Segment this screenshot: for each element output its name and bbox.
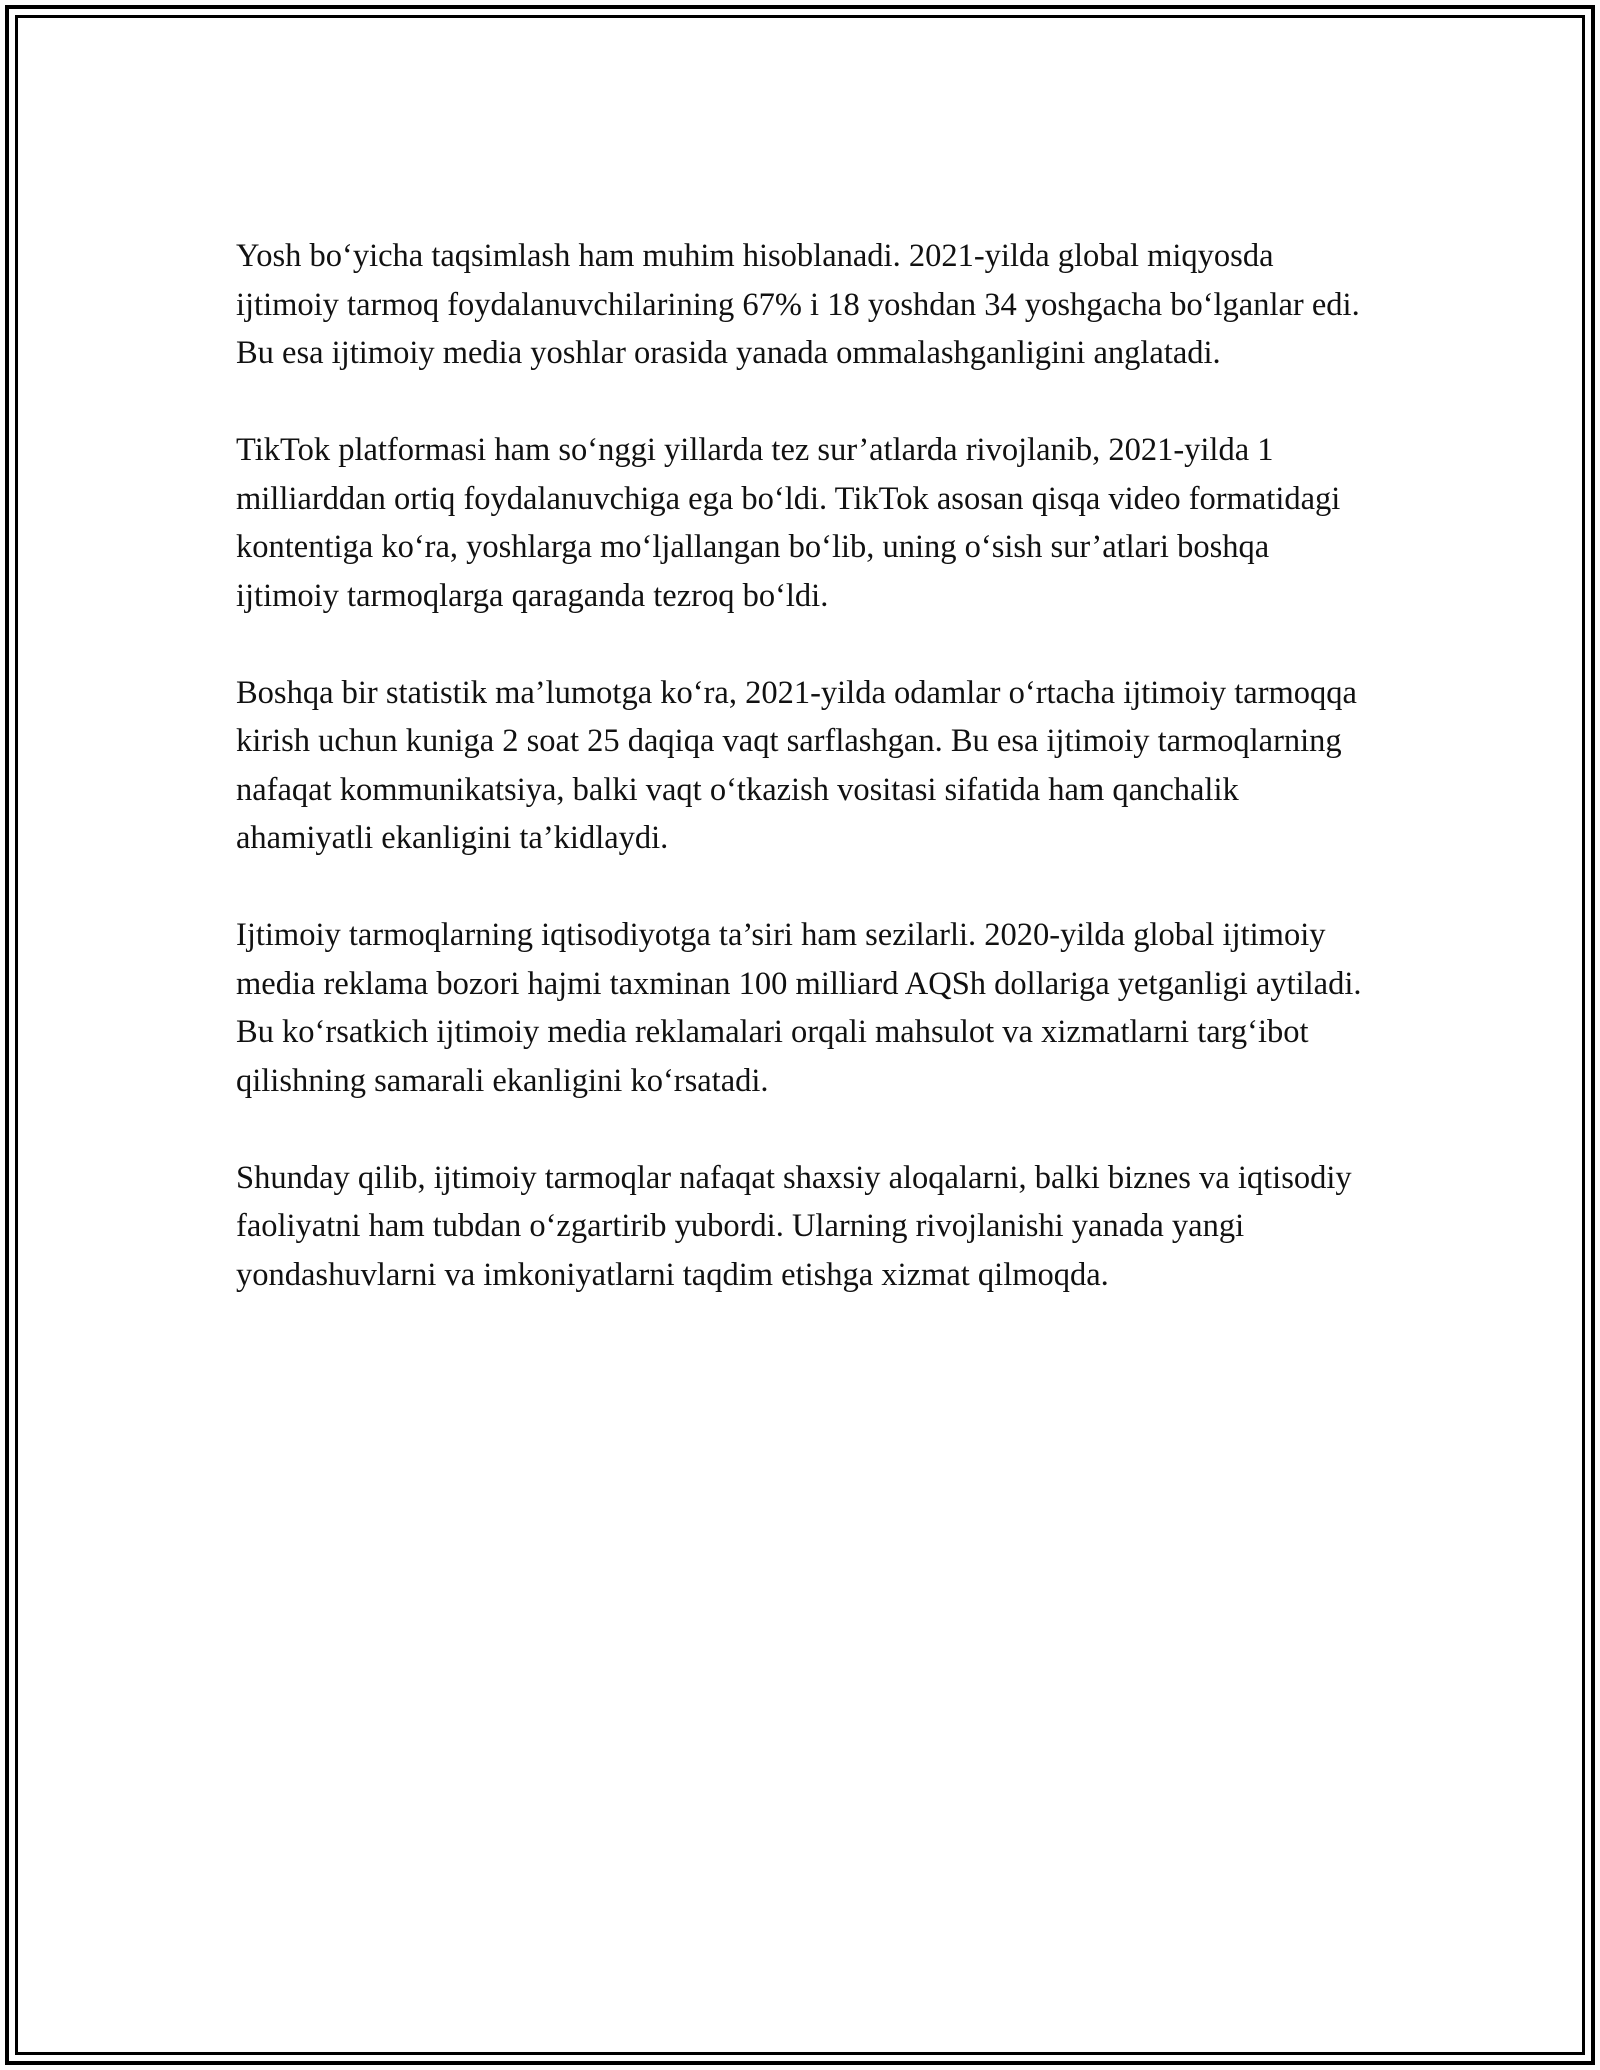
- paragraph-time-spent: Boshqa bir statistik ma’lumotga ko‘ra, 2021-yilda odamlar o‘rtacha ijtimoiy tarmoqqa kirish uchun kuniga 2 soat 25 daqiqa vaqt sarflashgan. Bu esa ijtimoiy tarmoqlarning nafaqat kommunikatsiya, balki vaqt o‘tkazish vositasi sifatida ham qanchalik ahamiyatli ekanligini ta’kidlaydi.: [236, 674, 1357, 856]
- paragraph-age-distribution: Yosh bo‘yicha taqsimlash ham muhim hisoblanadi. 2021-yilda global miqyosda ijtimoiy tarmoq foydalanuvchilarining 67% i 18 yoshdan 34 yoshgacha bo‘lganlar edi. Bu esa ijtimoiy media yoshlar orasida yanada ommalashganligini anglatadi.: [236, 238, 1360, 371]
- paragraph-economy: Ijtimoiy tarmoqlarning iqtisodiyotga ta’siri ham sezilarli. 2020-yilda global ijtimoiy media reklama bozori hajmi taxminan 100 milliard AQSh dollariga yetganligi aytiladi. Bu ko‘rsatkich ijtimoiy media reklamalari orqali mahsulot va xizmatlarni targ‘ibot qilishning samarali ekanligini ko‘rsatadi.: [236, 917, 1362, 1099]
- paragraph-conclusion: Shunday qilib, ijtimoiy tarmoqlar nafaqat shaxsiy aloqalarni, balki biznes va iqtisodiy faoliyatni ham tubdan o‘zgartirib yubordi. Ularning rivojlanishi yanada yangi yondashuvlarni va imkoniyatlarni taqdim etishga xizmat qilmoqda.: [236, 1159, 1352, 1293]
- document-body: [236, 232, 1371, 1348]
- paragraph-tiktok: TikTok platformasi ham so‘nggi yillarda tez sur’atlarda rivojlanib, 2021-yilda 1 milliarddan ortiq foydalanuvchiga ega bo‘ldi. TikTok asosan qisqa video formatidagi kontentiga ko‘ra, yoshlarga mo‘ljallangan bo‘lib, uning o‘sish sur’atlari boshqa ijtimoiy tarmoqlarga qaraganda tezroq bo‘ldi.: [236, 432, 1341, 614]
